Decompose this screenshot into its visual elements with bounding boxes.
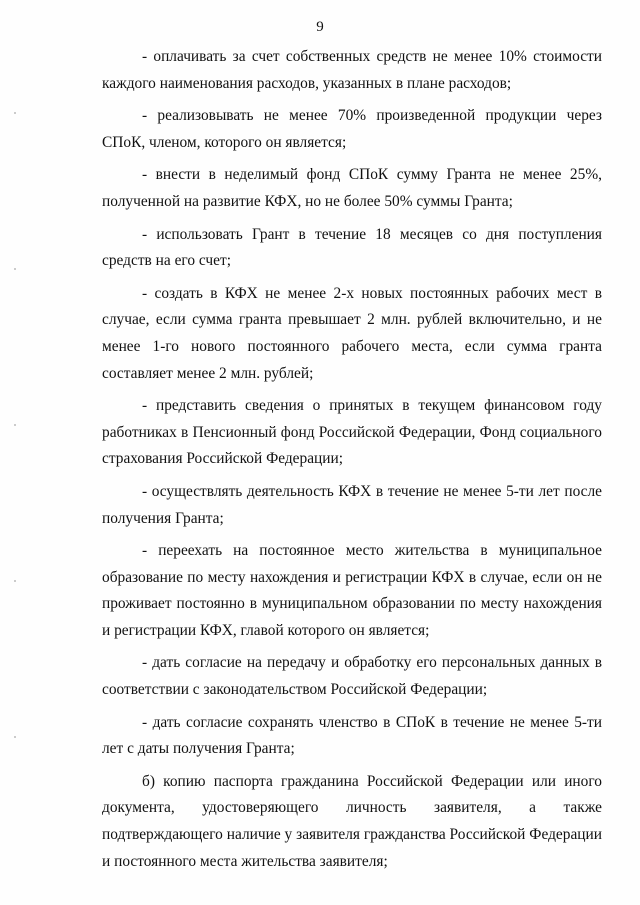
paragraph-8: - переехать на постоянное место жительства в муниципальное образование по месту нахождения и регистрации КФХ в случае, если он не проживает постоянно в муниципальном образовании по месту нахождения и регистрации КФХ, главой которого он является; [102,542,602,639]
paragraph-2: - реализовывать не менее 70% произведенной продукции через СПоК, членом, которого он является; [102,107,602,151]
document-body [102,44,602,881]
paragraph-9: - дать согласие на передачу и обработку его персональных данных в соответствии с законодательством Российской Федерации; [102,654,602,699]
paragraph-4: - использовать Грант в течение 18 месяцев со дня поступления средств на его счет; [102,225,602,270]
paragraph-7: - осуществлять деятельность КФХ в течение не менее 5-ти лет после получения Гранта; [102,482,602,527]
paragraph-10: - дать согласие сохранять членство в СПоК в течение не менее 5-ти лет с даты получения Гранта; [102,713,602,758]
paragraph-5: - создать в КФХ не менее 2-х новых постоянных рабочих мест в случае, если сумма гранта превышает 2 млн. рублей включительно, и не менее 1-го нового постоянного рабочего места, если сумма гранта составляет менее 2 млн. рублей; [102,284,602,382]
scan-margin-marks [14,0,18,905]
paragraph-11: б) копию паспорта гражданина Российской Федерации или иного документа, удостоверяющего личность заявителя, а также подтверждающего наличие у заявителя гражданства Российской Федерации и постоянного места жительства заявителя; [102,772,602,870]
paragraph-6: - представить сведения о принятых в текущем финансовом году работниках в Пенсионный фонд Российской Федерации, Фонд социального страхования Российской Федерации; [102,397,602,468]
paragraph-3: - внести в неделимый фонд СПоК сумму Гранта не менее 25%, полученной на развитие КФХ, но не более 50% суммы Гранта; [102,166,602,210]
page-number: 9 [316,19,324,35]
paragraph-1: - оплачивать за счет собственных средств не менее 10% стоимости каждого наименования расходов, указанных в плане расходов; [102,48,602,92]
